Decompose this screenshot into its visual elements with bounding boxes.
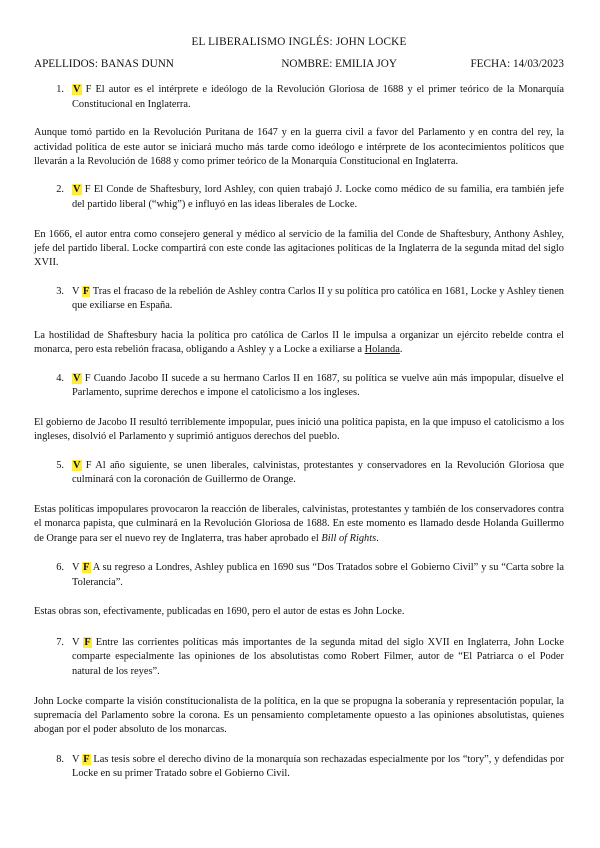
option-v[interactable]: V: [72, 636, 80, 648]
surname-field: APELLIDOS: BANAS DUNN: [34, 58, 174, 70]
statement: Entre las corrientes políticas más importantes de la segunda mitad del siglo XVII en Inglaterra, John Locke comparte especialmente las opiniones de los absolutistas como Robert Filmer, autor de “El Patriarca o el Poder natural de los reyes”.: [72, 636, 564, 677]
statement: El autor es el intérprete e ideólogo de la Revolución Gloriosa de 1688 y el primer teórico de la Monarquía Constitucional en Inglaterra.: [72, 84, 564, 110]
statement: Al año siguiente, se unen liberales, calvinistas, protestantes y conservadores en la Revolución Gloriosa que culminará con la coronación de Guillermo de Orange.: [72, 459, 564, 486]
answer-2: En 1666, el autor entra como consejero general y médico al servicio de la familia del Conde de Shaftesbury, Anthony Ashley, jefe del partido liberal. Locke compartirá con este conde las agitaciones políticas de la Inglaterra de la segunda mitad del siglo XVII.: [34, 228, 564, 269]
answer-text: La hostilidad de Shaftesbury hacia la política pro católica de Carlos II le impulsa a organizar un ejército rebelde contra el monarca, pero esta rebelión fracasa, obligando a Ashley y a Locke a exiliarse a: [34, 330, 564, 356]
option-f[interactable]: F: [84, 372, 91, 384]
option-v[interactable]: V: [72, 562, 80, 574]
question-8: [34, 753, 564, 782]
name-field: NOMBRE: EMILIA JOY: [281, 58, 397, 70]
answer-3: [34, 329, 564, 358]
question-number: 2.: [56, 184, 64, 196]
question-3: [34, 285, 564, 314]
question-7: [34, 636, 564, 680]
statement: Las tesis sobre el derecho divino de la monarquía son rechazadas especialmente por los “tory”, y defendidas por Locke en su primer Tratado sobre el Gobierno Civil.: [72, 753, 564, 780]
statement: El Conde de Shaftesbury, lord Ashley, con quien trabajó J. Locke como médico de su familia, era también jefe del partido liberal (“whig”) e influyó en las ideas liberales de Locke.: [72, 184, 564, 210]
answer-7: John Locke comparte la visión constitucionalista de la política, en la que se propugna la soberanía y representación popular, la supremacía del Parlamento sobre la corona. Es un pensamiento completamente opuesto a las opiniones absolutistas, quienes abogan por el poder absoluto de los monarcas.: [34, 695, 564, 736]
date-field: FECHA: 14/03/2023: [470, 58, 564, 70]
answer-text: Estas políticas impopulares provocaron la reacción de liberales, calvinistas, protestantes y también de los conservadores contra el monarca papista, que culminará en la Revolución Gloriosa de 1688. En este momento es llamado desde Holanda Guillermo de Orange para ser el nuevo rey de Inglaterra, tras haber aprobado el: [34, 504, 564, 544]
answer-5: [34, 503, 564, 546]
option-f[interactable]: F: [82, 285, 90, 297]
question-5: [34, 459, 564, 488]
option-f[interactable]: F: [84, 184, 91, 196]
holanda-link[interactable]: Holanda: [364, 344, 400, 356]
header-row: [34, 58, 564, 72]
question-2: [34, 183, 564, 212]
option-v[interactable]: V: [73, 372, 81, 384]
option-v[interactable]: V: [73, 184, 81, 196]
question-number: 5.: [56, 459, 64, 471]
statement: Cuando Jacobo II sucede a su hermano Carlos II en 1687, su política se vuelve aún más impopular, disuelve el Parlamento, suprime derechos e impone el catolicismo a los ingleses.: [72, 372, 564, 399]
answer-end: .: [399, 344, 403, 356]
question-number: 1.: [56, 84, 64, 95]
answer-6: Estas obras son, efectivamente, publicadas en 1690, pero el autor de estas es John Locke.: [34, 606, 405, 618]
answer-4: El gobierno de Jacobo II resultó terriblemente impopular, pues inició una política papista, en la que impuso el catolicismo a los ingleses, disolvió el Parlamento y suprimió antiguos derechos del pueblo.: [34, 417, 564, 443]
option-v[interactable]: V: [72, 753, 80, 765]
answer-1: Aunque tomó partido en la Revolución Puritana de 1647 y en la guerra civil a favor del Parlamento y en contra del rey, la actividad política de este autor se iniciará mucho más tarde como ideólogo e intérprete de los acontecimientos políticos que llevarán a la Revolución de 1688 y como primer teórico de la Monarquía Constitucional en Inglaterra.: [34, 127, 564, 167]
question-4: [34, 372, 564, 401]
question-number: 8.: [56, 753, 64, 765]
question-number: 4.: [56, 372, 64, 384]
option-v[interactable]: V: [73, 459, 81, 471]
question-number: 6.: [56, 562, 64, 574]
bill-of-rights-text: Bill of Rights: [321, 532, 377, 544]
option-f[interactable]: F: [83, 753, 90, 765]
question-number: 3.: [56, 285, 64, 297]
statement: Tras el fracaso de la rebelión de Ashley contra Carlos II y su política pro católica en 1681, Locke y Ashley tienen que exiliarse en España.: [72, 285, 564, 312]
answer-end: .: [376, 532, 379, 544]
question-1: [34, 83, 564, 112]
option-v[interactable]: V: [72, 285, 80, 297]
option-f[interactable]: F: [85, 459, 92, 471]
question-number: 7.: [56, 636, 64, 648]
option-f[interactable]: F: [84, 636, 91, 648]
statement: A su regreso a Londres, Ashley publica en 1690 sus “Dos Tratados sobre el Gobierno Civil” y su “Carta sobre la Tolerancia”.: [72, 562, 564, 588]
option-v[interactable]: V: [73, 84, 81, 95]
option-f[interactable]: F: [83, 562, 90, 574]
question-6: [34, 561, 564, 590]
document-title: EL LIBERALISMO INGLÉS: JOHN LOCKE: [191, 36, 407, 48]
option-f[interactable]: F: [85, 84, 92, 95]
